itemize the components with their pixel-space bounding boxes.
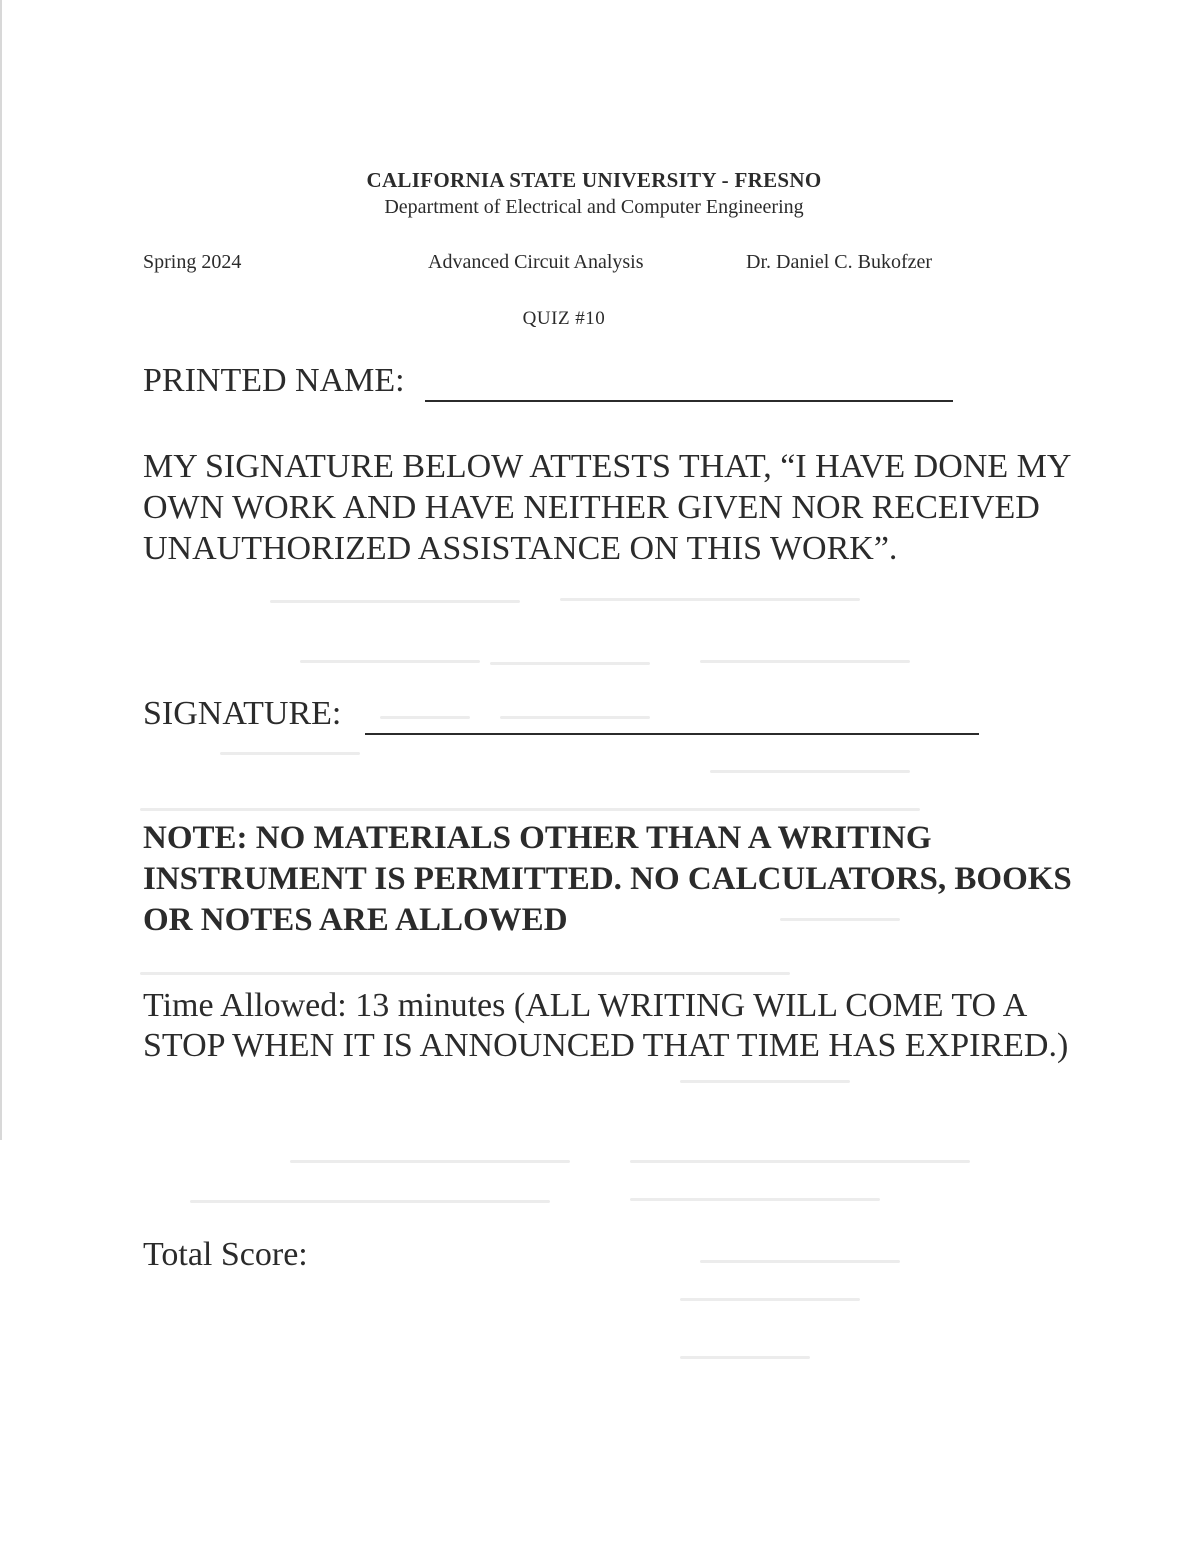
term: Spring 2024 xyxy=(143,251,242,273)
attestation-statement: MY SIGNATURE BELOW ATTESTS THAT, “I HAVE DONE MY OWN WORK AND HAVE NEITHER GIVEN NOR RECEIVED UNAUTHORIZED ASSISTANCE ON THIS WORK”. xyxy=(143,448,1071,567)
materials-note: NOTE: NO MATERIALS OTHER THAN A WRITING INSTRUMENT IS PERMITTED. NO CALCULATORS, BOOKS OR NOTES ARE ALLOWED xyxy=(143,820,1072,938)
printed-name-label: PRINTED NAME: xyxy=(143,362,405,399)
signature-line xyxy=(365,733,979,735)
course-name: Advanced Circuit Analysis xyxy=(428,251,644,273)
department-name: Department of Electrical and Computer Engineering xyxy=(384,196,804,218)
quiz-title: QUIZ #10 xyxy=(522,308,606,329)
instructor-name: Dr. Daniel C. Bukofzer xyxy=(746,251,933,273)
university-name: CALIFORNIA STATE UNIVERSITY - FRESNO xyxy=(366,168,822,192)
signature-label: SIGNATURE: xyxy=(143,695,342,732)
printed-name-line xyxy=(425,400,953,402)
time-allowed: Time Allowed: 13 minutes (ALL WRITING WILL COME TO A STOP WHEN IT IS ANNOUNCED THAT TIME HAS EXPIRED.) xyxy=(143,987,1069,1064)
total-score-label: Total Score: xyxy=(143,1236,308,1273)
